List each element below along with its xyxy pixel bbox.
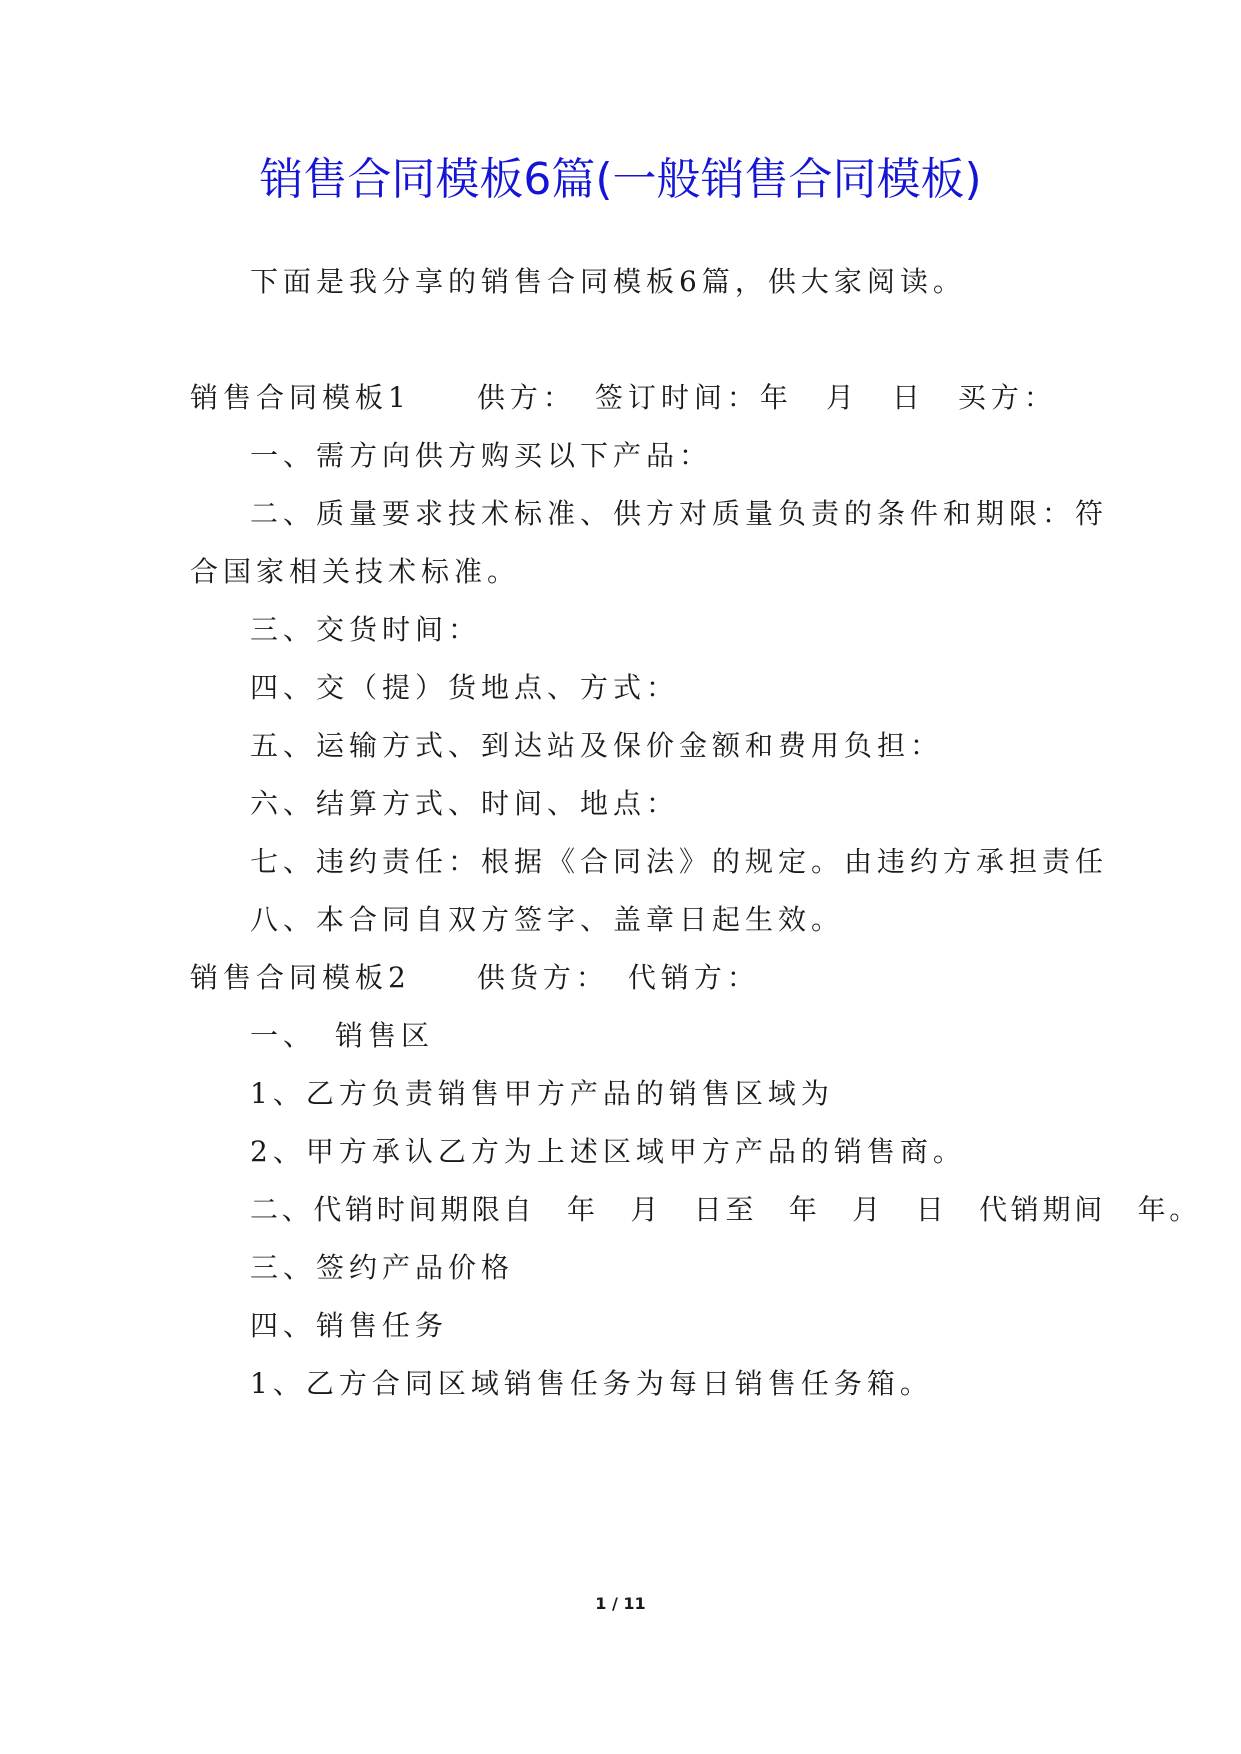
clause-7: 七、违约责任：根据《合同法》的规定。由违约方承担责任: [250, 845, 1109, 878]
clause-6: 六、结算方式、时间、地点：: [250, 787, 680, 820]
clause-8: 八、本合同自双方签字、盖章日起生效。: [250, 903, 845, 936]
clause-2-continued: 合国家相关技术标准。: [190, 555, 521, 588]
section-1-sales-area: 一、 销售区: [250, 1019, 435, 1052]
intro-paragraph: 下面是我分享的销售合同模板6篇，供大家阅读。: [250, 265, 966, 298]
clause-5: 五、运输方式、到达站及保价金额和费用负担：: [250, 729, 944, 762]
clause-1: 一、需方向供方购买以下产品：: [250, 439, 713, 472]
item-4-1: 1、乙方合同区域销售任务为每日销售任务箱。: [250, 1367, 933, 1400]
template-1-heading: 销售合同模板1 供方： 签订时间：年 月 日 买方：: [190, 381, 1057, 414]
clause-3: 三、交货时间：: [250, 613, 482, 646]
section-3-price: 三、签约产品价格: [250, 1251, 515, 1284]
clause-4: 四、交（提）货地点、方式：: [250, 671, 680, 704]
item-1-2: 2、甲方承认乙方为上述区域甲方产品的销售商。: [250, 1135, 966, 1168]
item-1-1: 1、乙方负责销售甲方产品的销售区域为: [250, 1077, 834, 1110]
section-4-tasks: 四、销售任务: [250, 1309, 449, 1342]
document-title: 销售合同模板6篇(一般销售合同模板): [259, 154, 982, 205]
section-2-period: 二、代销时间期限自 年 月 日至 年 月 日 代销期间 年。: [250, 1193, 1201, 1226]
page-number: 1 / 11: [595, 1594, 646, 1613]
clause-2: 二、质量要求技术标准、供方对质量负责的条件和期限：符: [250, 497, 1109, 530]
template-2-heading: 销售合同模板2 供货方： 代销方：: [190, 961, 760, 994]
